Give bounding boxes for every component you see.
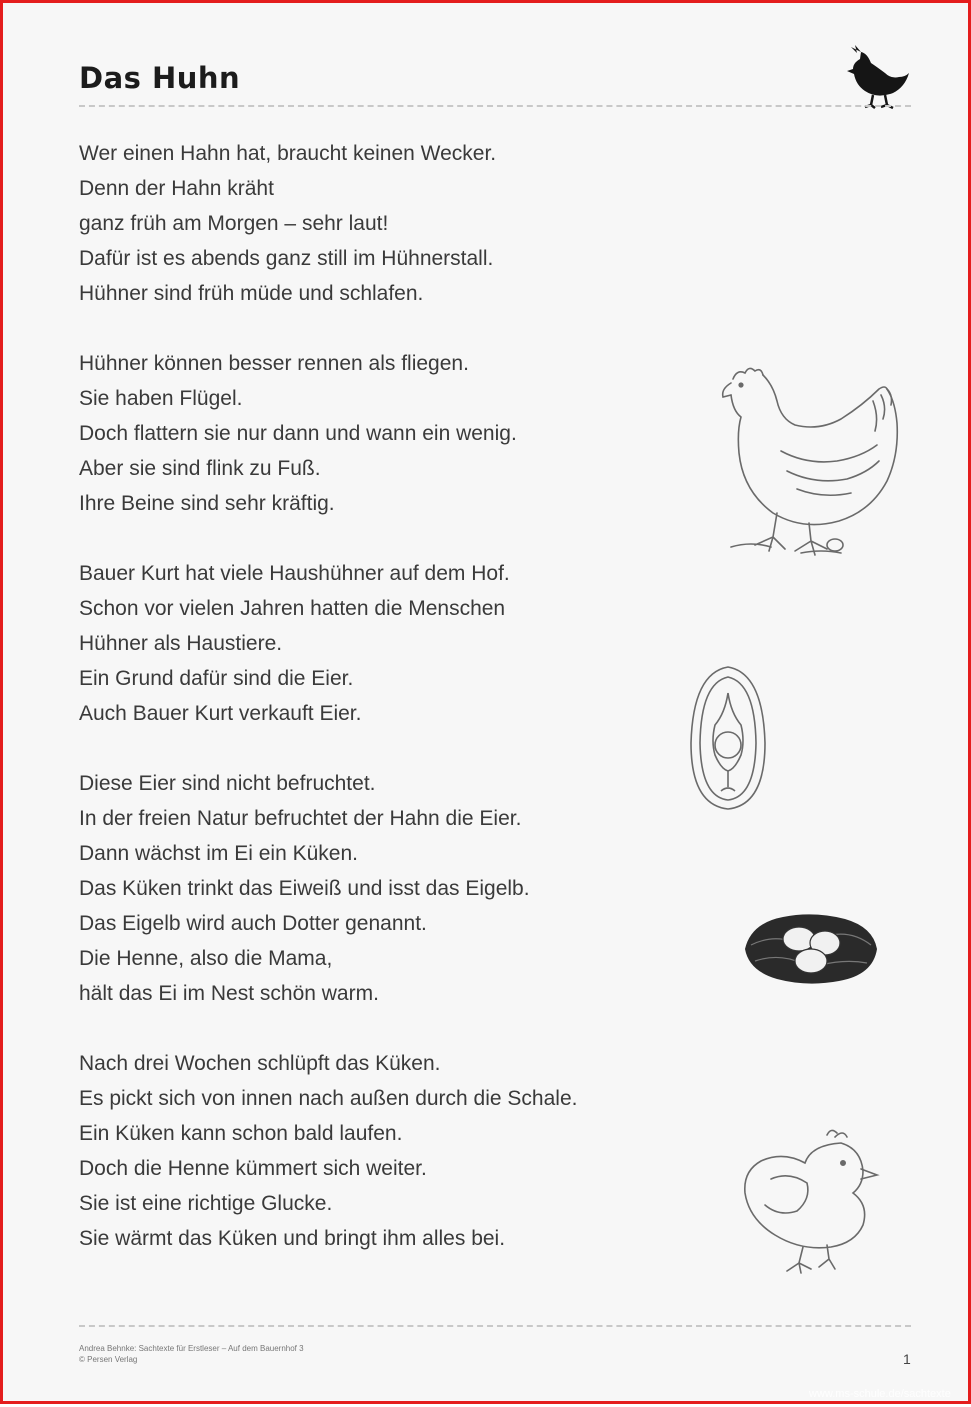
text-line: Sie ist eine richtige Glucke. — [79, 1192, 333, 1215]
text-line: Ihre Beine sind sehr kräftig. — [79, 492, 335, 515]
stanza-3 — [79, 556, 719, 731]
text-line: Das Küken trinkt das Eiweiß und isst das Eigelb. — [79, 877, 530, 900]
text-line: Aber sie sind flink zu Fuß. — [79, 457, 321, 480]
text-line: hält das Ei im Nest schön warm. — [79, 982, 379, 1005]
text-line: Hühner können besser rennen als fliegen. — [79, 352, 469, 375]
stanza-4 — [79, 766, 719, 1011]
text-body — [79, 136, 719, 1291]
nest-with-eggs-icon — [741, 905, 881, 987]
text-line: Die Henne, also die Mama, — [79, 947, 333, 970]
text-line: Ein Grund dafür sind die Eier. — [79, 667, 354, 690]
worksheet-page — [3, 3, 968, 1401]
egg-cross-section-icon — [687, 663, 769, 813]
page-title: Das Huhn — [79, 61, 241, 95]
chick-drawing-icon — [731, 1125, 881, 1275]
text-line: Das Eigelb wird auch Dotter genannt. — [79, 912, 427, 935]
text-line: Bauer Kurt hat viele Haushühner auf dem Hof. — [79, 562, 510, 585]
text-line: Sie wärmt das Küken und bringt ihm alles bei. — [79, 1227, 506, 1250]
footer-publisher: © Persen Verlag — [79, 1355, 138, 1364]
text-line: Ein Küken kann schon bald laufen. — [79, 1122, 403, 1145]
text-line: Hühner sind früh müde und schlafen. — [79, 282, 424, 305]
text-line: Doch die Henne kümmert sich weiter. — [79, 1157, 427, 1180]
stanza-1 — [79, 136, 719, 311]
text-line: Diese Eier sind nicht befruchtet. — [79, 772, 376, 795]
text-line: Dann wächst im Ei ein Küken. — [79, 842, 358, 865]
hen-drawing-icon — [711, 361, 906, 566]
text-line: Dafür ist es abends ganz still im Hühnerstall. — [79, 247, 494, 270]
text-line: Hühner als Haustiere. — [79, 632, 283, 655]
text-line: ganz früh am Morgen – sehr laut! — [79, 212, 389, 235]
footer-source: Andrea Behnke: Sachtexte für Erstleser – Auf dem Bauernhof 3 — [79, 1344, 304, 1353]
hen-silhouette-icon — [841, 39, 913, 111]
text-line: Wer einen Hahn hat, braucht keinen Wecker. — [79, 142, 497, 165]
text-line: Denn der Hahn kräht — [79, 177, 274, 200]
text-line: Es pickt sich von innen nach außen durch die Schale. — [79, 1087, 578, 1110]
text-line: Schon vor vielen Jahren hatten die Menschen — [79, 597, 506, 620]
text-line: Doch flattern sie nur dann und wann ein wenig. — [79, 422, 517, 445]
text-line: Sie haben Flügel. — [79, 387, 243, 410]
watermark: www.ms-schule.de/sachtexte — [809, 1388, 951, 1400]
text-line: Auch Bauer Kurt verkauft Eier. — [79, 702, 362, 725]
footer-credits — [79, 1343, 304, 1365]
stanza-2 — [79, 346, 719, 521]
text-line: In der freien Natur befruchtet der Hahn die Eier. — [79, 807, 522, 830]
text-line: Nach drei Wochen schlüpft das Küken. — [79, 1052, 441, 1075]
page-number: 1 — [903, 1351, 911, 1367]
header-divider — [79, 105, 911, 107]
stanza-5 — [79, 1046, 719, 1256]
footer-divider — [79, 1325, 911, 1327]
